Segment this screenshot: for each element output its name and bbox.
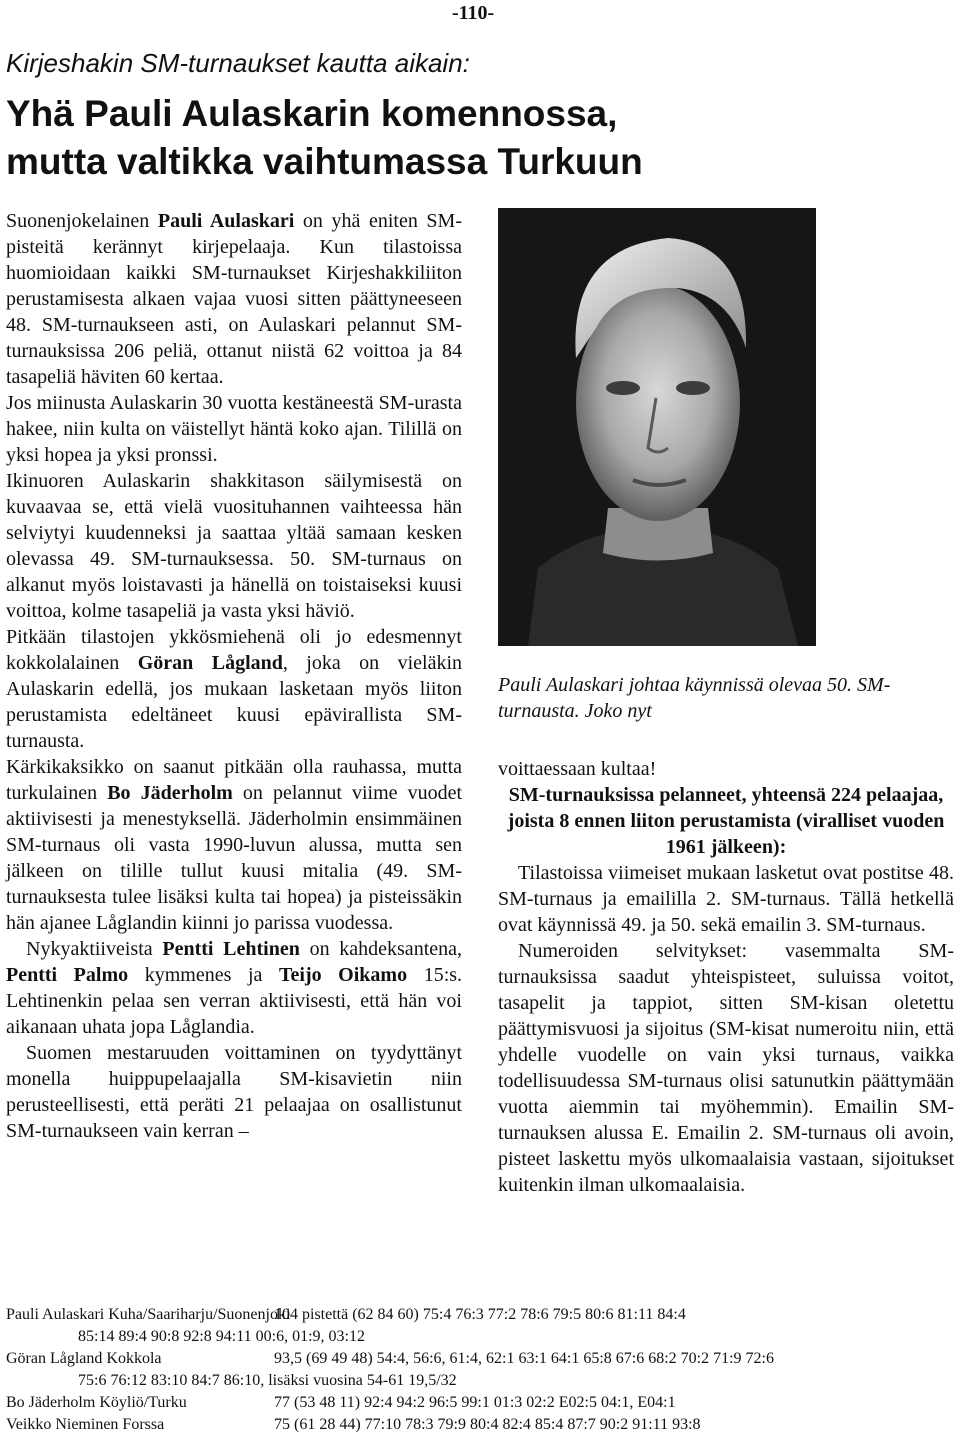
player-stats: 75 (61 28 44) 77:10 78:3 79:9 80:4 82:4 85:4 87:7 90:2 91:11 93:8 bbox=[274, 1416, 701, 1433]
paragraph: Numeroiden selvitykset: vasemmalta SM-turnauksissa saadut yhteispisteet, suluissa voitot, tasapelit ja tappiot, sitten SM-kisan oletettu päättymisvuosi ja sijoitus (SM-kisat numeroitu niin, että yhdelle vuodelle on vain yksi turnaus, vaikka todellisuudessa SM-turnaus olisi satunutkin päättymään vuotta aiemmin tai myöhemmin). Emailin SM-turnauksen alussa E. Emailin 2. SM-turnaus oli avoin, pisteet laskettu myös ulkomaalaisia vastaan, sijoitukset kuitenkin ilman ulkomaalaisia. bbox=[498, 940, 954, 1196]
paragraph: Kärkikaksikko on saanut pitkään olla rauhassa, mutta turkulainen Bo Jäderholm on pelannut viime vuodet aktiivisesti ja menestyksellä. Jäderholmin ensimmäinen SM-turnaus oli vasta 1990-luvun alussa, mutta sen jälkeen on tilille tullut kuusi mitalia (49. SM-turnauksesta tulee lisäksi kulta tai hopea) ja pisteissäkin hän ajanee Låglandin kiinni jo parissa vuodessa. bbox=[6, 756, 463, 934]
paragraph: Pitkään tilastojen ykkösmiehenä oli jo edesmennyt kokkolalainen Göran Lågland, joka on vieläkin Aulaskarin edellä, jos mukaan lasketaan myös liiton perustamista edeltäneet kuusi epävirallista SM-turnausta. bbox=[6, 626, 463, 752]
paragraph: Suonenjokelainen Pauli Aulaskari on yhä eniten SM-pisteitä kerännyt kirjepelaaja. Kun tilastoissa huomioidaan kaikki SM-turnaukset Kirjeshakkiliiton perustamisesta alkaen vajaa vuosi sitten päättyneeseen 48. SM-turnaukseen asti, on Aulaskari pelannut SM-turnauksissa 206 peliä, ottanut niistä 62 voittoa ja 84 tasapeliä häviten 60 kertaa. bbox=[6, 210, 462, 388]
headline-line-1: Yhä Pauli Aulaskarin komennossa, bbox=[6, 93, 618, 134]
player-statistics-list bbox=[6, 1304, 956, 1436]
player-name: Veikko Nieminen Forssa bbox=[6, 1416, 165, 1433]
paragraph: Nykyaktiiveista Pentti Lehtinen on kahdeksantena, Pentti Palmo kymmenes ja Teijo Oikamo 15:s. Lehtinenkin pelaa sen verran aktiivisesti, että hän voi aikanaan uhata jopa Låglandia. bbox=[6, 938, 463, 1038]
player-name: Pauli Aulaskari bbox=[157, 210, 295, 232]
player-name: Pentti Lehtinen bbox=[162, 938, 300, 960]
player-name: Göran Lågland bbox=[137, 652, 283, 674]
photo-caption: Pauli Aulaskari johtaa käynnissä olevaa 50. SM-turnausta. Joko nyt bbox=[498, 674, 891, 722]
article-headline bbox=[6, 90, 946, 186]
player-stats-continued: 75:6 76:12 83:10 84:7 86:10, lisäksi vuosina 54-61 19,5/32 bbox=[78, 1372, 457, 1389]
player-stats-continued: 85:14 89:4 90:8 92:8 94:11 00:6, 01:9, 03:12 bbox=[78, 1328, 365, 1345]
player-stats-entry bbox=[6, 1392, 956, 1414]
paragraph: Ikinuoren Aulaskarin shakkitason säilymisestä on kuvaavaa se, että vielä vuosituhannen vaihteessa hän selviytyi kuudenneksi ja saattaa yltää samaan kesken olevassa 49. SM-turnauksessa. 50. SM-turnaus on alkanut myös loistavasti ja hänellä on toistaiseksi kuusi voittoa, kolme tasapeliä ja vasta yksi häviö. bbox=[6, 470, 462, 622]
player-stats-entry bbox=[6, 1304, 956, 1348]
player-stats-entry bbox=[6, 1414, 956, 1436]
player-stats-entry bbox=[6, 1348, 956, 1392]
player-name: Bo Jäderholm Köyliö/Turku bbox=[6, 1394, 187, 1411]
player-name: Göran Lågland Kokkola bbox=[6, 1350, 162, 1367]
section-subheading: SM-turnauksissa pelanneet, yhteensä 224 pelaajaa, joista 8 ennen liiton perustamista (viralliset vuoden 1961 jälkeen): bbox=[507, 784, 945, 858]
paragraph: voittaessaan kultaa! bbox=[498, 758, 657, 780]
page-number: -110- bbox=[452, 2, 495, 24]
paragraph: Jos miinusta Aulaskarin 30 vuotta kestäneestä SM-urasta hakee, niin kulta on väistellyt häntä koko ajan. Tilillä on yksi hopea ja yksi pronssi. bbox=[6, 392, 462, 466]
portrait-image bbox=[498, 208, 816, 646]
paragraph: Suomen mestaruuden voittaminen on tyydyttänyt monella huippupelaajalla SM-kisavietin niin perusteellisesti, että peräti 21 pelaajaa on osallistunut SM-turnaukseen vain kerran – bbox=[6, 1042, 462, 1142]
player-stats: 77 (53 48 11) 92:4 94:2 96:5 99:1 01:3 02:2 E02:5 04:1, E04:1 bbox=[274, 1394, 676, 1411]
article-left-column bbox=[6, 208, 462, 1144]
article-kicker: Kirjeshakin SM-turnaukset kautta aikain: bbox=[6, 48, 470, 78]
player-portrait-photo bbox=[498, 208, 816, 646]
player-stats: 104 pistettä (62 84 60) 75:4 76:3 77:2 78:6 79:5 80:6 81:11 84:4 bbox=[274, 1306, 686, 1323]
headline-line-2: mutta valtikka vaihtumassa Turkuun bbox=[6, 141, 643, 182]
player-stats: 93,5 (69 49 48) 54:4, 56:6, 61:4, 62:1 63:1 64:1 65:8 67:6 68:2 70:2 71:9 72:6 bbox=[274, 1350, 774, 1367]
article-right-column bbox=[498, 756, 954, 1198]
player-name: Bo Jäderholm bbox=[107, 782, 233, 804]
player-name: Pentti Palmo bbox=[6, 964, 129, 986]
player-name: Pauli Aulaskari Kuha/Saariharju/Suonenjoki bbox=[6, 1306, 291, 1323]
player-name: Teijo Oikamo bbox=[279, 964, 408, 986]
paragraph: Tilastoissa viimeiset mukaan lasketut ovat postitse 48. SM-turnaus ja emaililla 2. SM-turnaus. Tällä hetkellä ovat käynnissä 49. ja 50. sekä emailin 3. SM-turnaus. bbox=[498, 862, 954, 936]
